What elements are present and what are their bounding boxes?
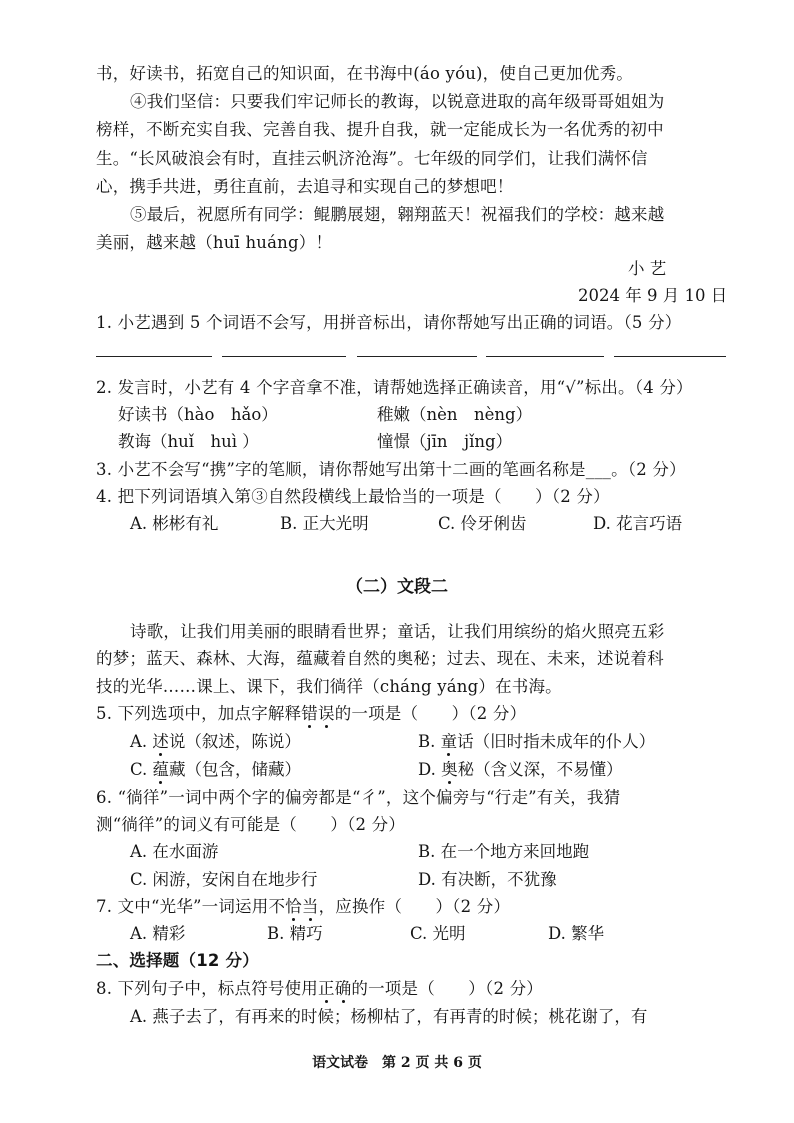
emphasis-mark: 错 [301, 704, 318, 723]
signature: 小 艺 [628, 259, 667, 278]
question-5: 5. 下列选项中，加点字解释错误的一项是（ ）（2 分） [96, 704, 527, 723]
q5-option-d[interactable]: D. 奥秘（含义深，不易懂） [418, 760, 623, 779]
part-heading: 二、选择题（12 分） [96, 951, 259, 970]
question-1: 1. 小艺遇到 5 个词语不会写，用拼音标出，请你帮她写出正确的词语。（5 分） [96, 313, 682, 332]
q4-option-a[interactable]: A. 彬彬有礼 [130, 514, 219, 533]
question-8: 8. 下列句子中，标点符号使用正确的一项是（ ）（2 分） [96, 979, 543, 998]
question-6-line2: 测“徜徉”的词义有可能是（ ）（2 分） [96, 815, 406, 834]
passage2-line1: 诗歌，让我们用美丽的眼睛看世界；童话，让我们用缤纷的焰火照亮五彩 [130, 622, 665, 641]
answer-blank-2[interactable] [222, 356, 346, 357]
date: 2024 年 9 月 10 日 [578, 286, 728, 305]
passage1-line7: 美丽，越来越（huī huáng）！ [96, 233, 333, 252]
q2-option-d[interactable]: 憧憬（jīn jǐng） [377, 432, 513, 451]
passage1-line6: ⑤最后，祝愿所有同学：鲲鹏展翅，翱翔蓝天！祝福我们的学校：越来越 [130, 205, 665, 224]
q5-option-a[interactable]: A. 述说（叙述，陈说） [130, 732, 301, 751]
q4-option-d[interactable]: D. 花言巧语 [593, 514, 683, 533]
question-7: 7. 文中“光华”一词运用不恰当，应换作（ ）（2 分） [96, 897, 511, 916]
q7-option-a[interactable]: A. 精彩 [130, 924, 186, 943]
emphasis-mark: 当 [301, 897, 319, 916]
q6-option-b[interactable]: B. 在一个地方来回地跑 [418, 842, 590, 861]
emphasis-mark: 误 [318, 704, 335, 723]
q7-option-c[interactable]: C. 光明 [410, 924, 466, 943]
page-footer: 语文试卷 第 2 页 共 6 页 [312, 1055, 482, 1071]
question-2: 2. 发言时，小艺有 4 个字音拿不准，请帮她选择正确读音，用“√”标出。（4 分） [96, 378, 693, 397]
answer-blank-3[interactable] [357, 356, 477, 357]
q2-option-c[interactable]: 教诲（huǐ huì ） [118, 432, 259, 451]
q8-option-a[interactable]: A. 燕子去了，有再来的时候；杨柳枯了，有再青的时候；桃花谢了，有 [130, 1007, 648, 1026]
answer-blank-4[interactable] [486, 356, 604, 357]
passage1-line1: 书，好读书，拓宽自己的知识面，在书海中(áo yóu)，使自己更加优秀。 [96, 64, 633, 83]
q4-option-c[interactable]: C. 伶牙俐齿 [438, 514, 527, 533]
q6-option-a[interactable]: A. 在水面游 [130, 842, 219, 861]
q5-option-c[interactable]: C. 蕴藏（包含，储藏） [130, 760, 302, 779]
section-title: （二）文段二 [346, 577, 448, 597]
passage1-line5: 心，携手共进，勇往直前，去追寻和实现自己的梦想吧！ [96, 177, 514, 196]
passage1-line4: 生。“长风破浪会有时，直挂云帆济沧海”。七年级的同学们，让我们满怀信 [96, 149, 648, 168]
question-6-line1: 6. “徜徉”一词中两个字的偏旁都是“彳”，这个偏旁与“行走”有关，我猜 [96, 788, 621, 807]
emphasis-mark: 恰 [285, 897, 302, 916]
q2-option-b[interactable]: 稚嫩（nèn nèng） [377, 405, 533, 424]
q5-option-b[interactable]: B. 童话（旧时指未成年的仆人） [418, 732, 656, 751]
answer-blank-1[interactable] [96, 356, 212, 357]
q2-option-a[interactable]: 好读书（hào hǎo） [118, 405, 278, 424]
q6-option-d[interactable]: D. 有决断，不犹豫 [418, 870, 557, 889]
emphasis-mark: 正 [318, 979, 335, 998]
passage2-line3: 技的光华……课上、课下，我们徜徉（cháng yáng）在书海。 [96, 677, 562, 696]
q6-option-c[interactable]: C. 闲游，安闲自在地步行 [130, 870, 318, 889]
q7-option-b[interactable]: B. 精巧 [267, 924, 323, 943]
answer-blank-5[interactable] [614, 356, 726, 357]
passage1-line3: 榜样，不断充实自我、完善自我、提升自我，就一定能成长为一名优秀的初中 [96, 120, 664, 139]
q7-option-d[interactable]: D. 繁华 [548, 924, 605, 943]
passage2-line2: 的梦；蓝天、森林、大海，蕴藏着自然的奥秘；过去、现在、未来，述说着科 [96, 649, 664, 668]
passage1-line2: ④我们坚信：只要我们牢记师长的教诲，以锐意进取的高年级哥哥姐姐为 [130, 92, 665, 111]
question-4: 4. 把下列词语填入第③自然段横线上最恰当的一项是（ ）（2 分） [96, 487, 610, 506]
question-3: 3. 小艺不会写“携”字的笔顺，请你帮她写出第十二画的笔画名称是___。（2 分） [96, 460, 686, 479]
q4-option-b[interactable]: B. 正大光明 [280, 514, 369, 533]
emphasis-mark: 确 [334, 979, 352, 998]
